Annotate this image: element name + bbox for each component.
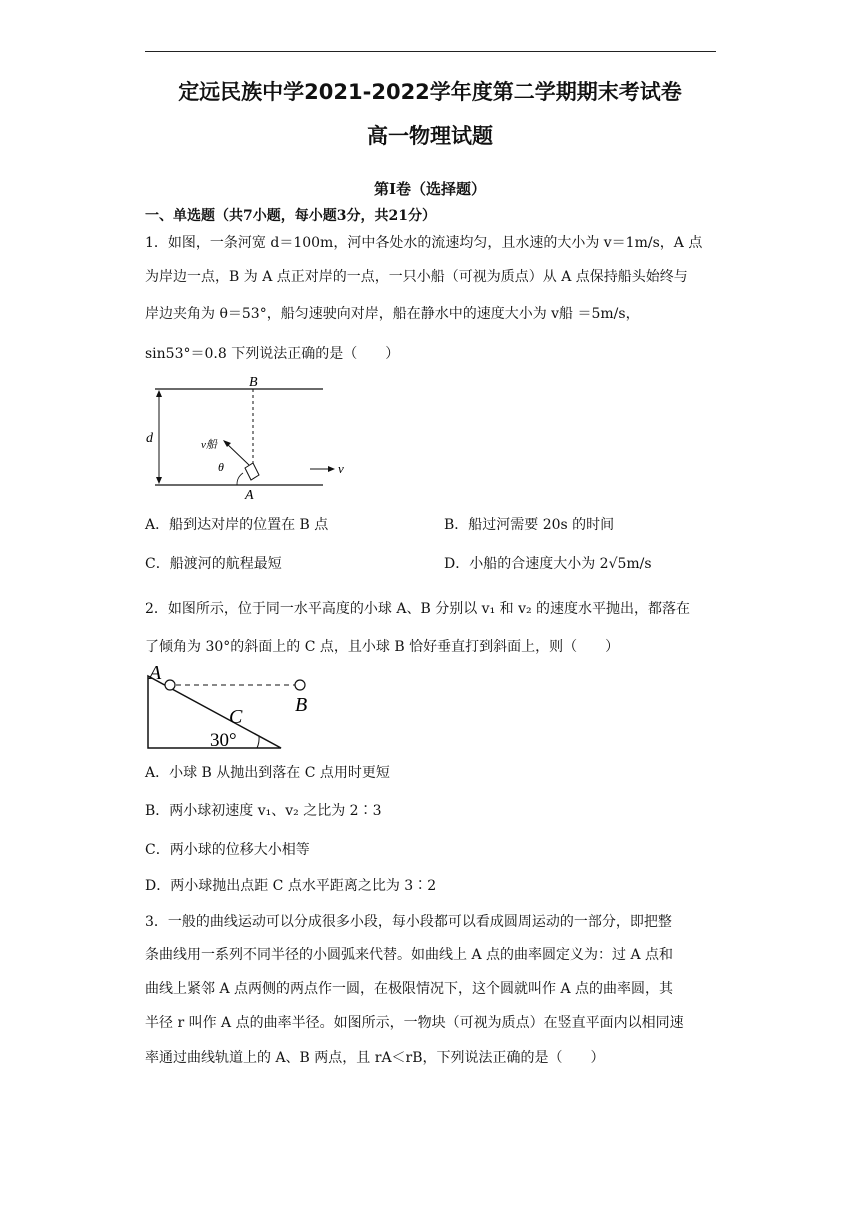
q1-option-d: D．小船的合速度大小为 2√5m/s <box>444 556 652 572</box>
q1-line-2: 为岸边一点，B 为 A 点正对岸的一点，一只小船（可视为质点）从 A 点保持船头始终与 <box>145 269 688 285</box>
q1-fig-label-a: A <box>245 488 254 502</box>
q1-fig-label-d: d <box>146 431 153 446</box>
q3-line-5: 率通过曲线轨道上的 A、B 两点，且 rA＜rB，下列说法正确的是（ ） <box>145 1050 605 1066</box>
q1-river-figure <box>145 372 365 502</box>
q1-line-1: 1．如图，一条河宽 d＝100m，河中各处水的流速均匀，且水速的大小为 v＝1m/s，A 点 <box>145 235 703 251</box>
q1-fig-label-b: B <box>249 375 258 390</box>
q1-fig-label-v: v <box>338 461 344 476</box>
q2-fig-label-c: C <box>229 706 243 728</box>
q1-fig-label-theta: θ <box>218 460 224 474</box>
q2-fig-label-angle: 30° <box>210 730 237 751</box>
q2-line-2: 了倾角为 30°的斜面上的 C 点，且小球 B 恰好垂直打到斜面上，则（ ） <box>145 639 620 655</box>
q3-line-2: 条曲线用一系列不同半径的小圆弧来代替。如曲线上 A 点的曲率圆定义为：过 A 点和 <box>145 947 674 963</box>
part-heading: 一、单选题（共7小题，每小题3分，共21分） <box>145 208 436 224</box>
q2-fig-label-b: B <box>295 694 308 716</box>
section-heading: 第Ⅰ卷（选择题） <box>373 180 487 198</box>
q2-option-b: B．两小球初速度 v₁、v₂ 之比为 2∶3 <box>145 803 382 819</box>
exam-subtitle: 高一物理试题 <box>367 124 493 148</box>
q3-line-1: 3．一般的曲线运动可以分成很多小段，每小段都可以看成圆周运动的一部分，即把整 <box>145 914 672 930</box>
q2-line-1: 2．如图所示，位于同一水平高度的小球 A、B 分别以 v₁ 和 v₂ 的速度水平抛出，都落在 <box>145 601 691 617</box>
q1-line-3: 岸边夹角为 θ＝53°，船匀速驶向对岸，船在静水中的速度大小为 v船 ＝5m/s， <box>145 306 640 322</box>
q1-line-4: sin53°＝0.8 下列说法正确的是（ ） <box>145 346 400 362</box>
q2-option-c: C．两小球的位移大小相等 <box>145 842 310 858</box>
q1-option-b: B．船过河需要 20s 的时间 <box>444 517 615 533</box>
q2-option-a: A．小球 B 从抛出到落在 C 点用时更短 <box>145 765 390 781</box>
q2-incline-figure <box>145 660 325 755</box>
exam-title: 定远民族中学2021-2022学年度第二学期期末考试卷 <box>178 80 682 104</box>
q3-line-3: 曲线上紧邻 A 点两侧的两点作一圆，在极限情况下，这个圆就叫作 A 点的曲率圆，其 <box>145 981 674 997</box>
q2-fig-label-a: A <box>149 662 162 684</box>
header-rule <box>145 51 716 52</box>
q2-option-d: D．两小球抛出点距 C 点水平距离之比为 3∶2 <box>145 878 437 894</box>
q1-fig-label-vboat: v船 <box>201 439 217 451</box>
q3-line-4: 半径 r 叫作 A 点的曲率半径。如图所示，一物块（可视为质点）在竖直平面内以相同速 <box>145 1015 684 1031</box>
q1-option-c: C．船渡河的航程最短 <box>145 556 282 572</box>
q1-option-a: A．船到达对岸的位置在 B 点 <box>145 517 329 533</box>
